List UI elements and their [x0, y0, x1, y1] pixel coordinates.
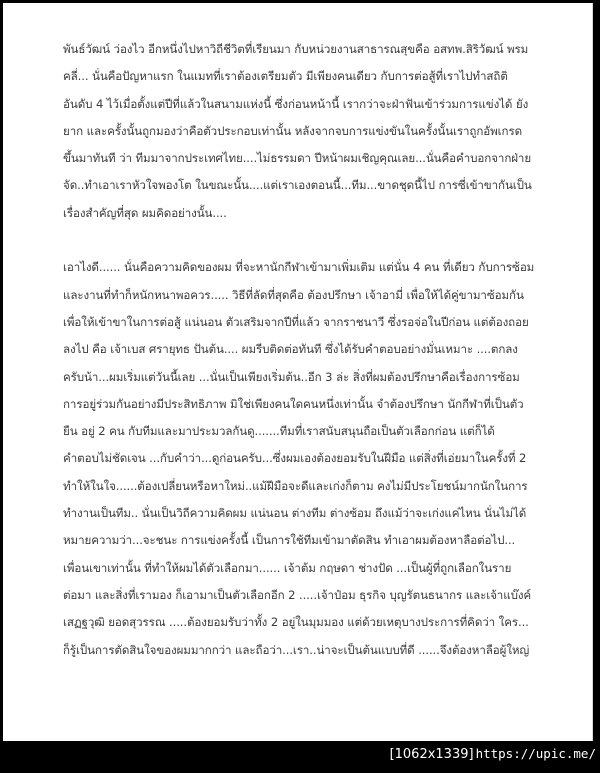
document-body — [63, 36, 543, 664]
text-line: คลี่... นั่นคือปัญหาแรก ในแมทที่เราต้องเตรียมตัว มีเพียงคนเดียว กับการต่อสู้ที่เราไปทำสถิติ — [63, 69, 508, 84]
text-line: ยืน อยู่ 2 คน กับทีมและมาประมวลกันดู.......ทีมที่เราสนับสนุนถือเป็นตัวเลือกก่อน แต่ก็ได้ — [63, 424, 495, 439]
text-line: ขึ้นมาทันที ว่า ทีมมาจากประเทศไทย....ไม่ธรรมดา ปีหน้าผมเชิญคุณเลย...นั่นคือคำบอกจากฝ่าย — [63, 151, 532, 166]
text-line: ทำให้ในใจ......ต้องเปลี่ยนหรือหาใหม่..แม้ฝีมือจะดีและเก่งก็ตาม คงไม่มีประโยชน์มากนักในการ — [63, 478, 528, 493]
text-line: ต่อมา และสิ่งที่เรามอง ก็เอามาเป็นตัวเลือกอีก 2 .....เจ้าป๋อม ธุรกิจ บุญรัตนธนากร และเจ้าแบ๊งค์ — [63, 587, 532, 602]
text-line: การอยู่ร่วมกันอย่างมีประสิทธิภาพ มิใช่เพียงคนใดคนหนึ่งเท่านั้น จำต้องปรึกษา นักกีฬาที่เป็นตัว — [63, 396, 524, 411]
text-line: ทำงานเป็นทีม.. นั่นเป็นวิถีความคิดผม แน่นอน ต่างทีม ต่างซ้อม ถึงแม้ว่าจะเก่งแค่ไหน นั่นไม่ได้ — [63, 506, 527, 521]
text-line: หมายความว่า...จะชนะ การแข่งครั้งนี้ เป็นการใช้ทีมเข้ามาตัดสิน ทำเอาผมต้องหาลือต่อไป... — [63, 533, 516, 548]
image-size-label: [1062x1339] — [389, 747, 474, 762]
watermark-url: https://upic.me/ — [475, 746, 596, 761]
text-line: เพื่อนเขาเท่านั้น ที่ทำให้ผมได้ตัวเลือกมา...... เจ้าต้ม กฤษดา ช่างปัด ...เป็นผู้ที่ถูกเลือกในราย — [63, 560, 512, 575]
text-line: เสฏฐวุฒิ ยอดสุวรรณ .....ต้องยอมรับว่าทั้ง 2 อยู่ในมุมมอง แต่ด้วยเหตุบางประการที่คิดว่า ใคร... — [63, 615, 529, 630]
text-line: คำตอบไม่ชัดเจน ...กับคำว่า...ดูก่อนครับ...ซึ่งผมเองต้องยอมรับในฝีมือ แต่สิ่งที่เอ่ยมาในครั้งที่ 2 — [63, 451, 527, 466]
watermark — [390, 746, 596, 762]
text-line: ก็รู้เป็นการตัดสินใจของผมมากกว่า และถือว่า...เรา..น่าจะเป็นต้นแบบที่ดี ......จึงต้องหาลือผู้ใหญ่ — [63, 642, 530, 657]
document-page — [3, 3, 593, 741]
paragraph-2 — [63, 254, 543, 663]
text-line: และงานที่ทำก็หนักหนาพอควร..... วิธีที่ลัดที่สุดคือ ต้องปรึกษา เจ้าอามี่ เพื่อให้ได้คู่ขามาซ้อมกัน — [63, 287, 524, 302]
text-line: เพื่อให้เข้าขาในการต่อสู้ แน่นอน ตัวเสริมจากปีที่แล้ว จากราชนาวี ซึ่งรอจ่อในปีก่อน แต่ต้องถอย — [63, 314, 529, 329]
text-line: เอาไงดี...... นั่นคือความคิดของผม ที่จะหานักกีฬาเข้ามาเพิ่มเติม แต่นั่น 4 คน ที่เดียว กับการซ้อม — [63, 260, 535, 275]
text-line: เรื่องสำคัญที่สุด ผมคิดอย่างนั้น.... — [63, 205, 227, 220]
text-line: ครับน้า...ผมเริ่มแต่วันนี้เลย ...นั่นเป็นเพียงเริ่มต้น..อีก 3 ล่ะ สิ่งที่ผมต้องปรึกษาคือเรื่องการซ้อม — [63, 369, 520, 384]
text-line: พันธ์วัฒน์ ว่องไว อีกหนึ่งไปหาวิถีชีวิตที่เรียนมา กับหน่วยงานสาธารณสุขคือ อสทพ.สิริวัฒน์ พรม — [63, 42, 529, 56]
text-line: จัด..ทำเอาเราหัวใจพองโต ในขณะนั้น....แต่เราเองตอนนี้...ทีม...ขาดชุดนี้ไป การซี่เข้าขากันเป็น — [63, 178, 532, 193]
text-line: ลงไป คือ เจ้าเบส ศรายุทธ ปันต้น.... ผมรีบติดต่อทันที ซึ่งได้รับคำตอบอย่างมั่นเหมาะ ....ตกลง — [63, 342, 518, 357]
paragraph-spacer — [63, 227, 543, 254]
text-line: อันดับ 4 ไว้เมื่อตั้งแต่ปีที่แล้วในสนามแห่งนี้ ซึ่งก่อนหน้านี้ เรากว่าจะฝ่าฟันเข้าร่วมการแข่งได้ ยัง — [63, 96, 529, 111]
paragraph-1 — [63, 36, 543, 227]
text-line: ยาก และครั้งนั้นถูกมองว่าคือตัวประกอบเท่านั้น หลังจากจบการแข่งขันในครั้งนั้นเราถูกอัพเกรด — [63, 123, 523, 138]
